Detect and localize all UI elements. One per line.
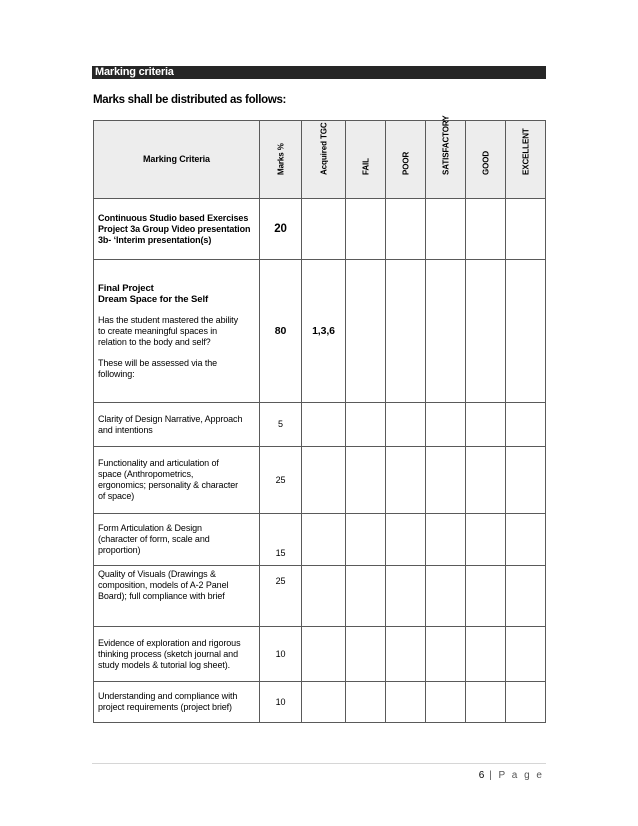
header-excellent	[506, 121, 546, 199]
grade-cell	[426, 627, 466, 682]
grade-cell	[346, 566, 386, 627]
grade-cell	[466, 682, 506, 723]
header-good	[466, 121, 506, 199]
criteria-line: Form Articulation & Design	[98, 523, 202, 533]
page-number: 6	[478, 770, 485, 781]
criteria-cell	[94, 199, 260, 260]
grade-cell	[386, 514, 426, 566]
criteria-cell	[94, 627, 260, 682]
footer-divider	[92, 763, 546, 764]
criteria-line: Understanding and compliance with	[98, 691, 238, 701]
criteria-cell	[94, 566, 260, 627]
grade-cell	[346, 682, 386, 723]
criteria-line: space (Anthropometrics,	[98, 469, 194, 479]
header-marking-criteria: Marking Criteria	[94, 121, 260, 199]
grade-cell	[466, 566, 506, 627]
grade-cell	[346, 627, 386, 682]
marks-cell: 15	[260, 514, 302, 566]
page-footer	[479, 770, 544, 781]
header-acquired-tgc	[302, 121, 346, 199]
marks-cell: 80	[260, 260, 302, 403]
intro-text: Marks shall be distributed as follows:	[93, 94, 287, 106]
grade-cell	[346, 514, 386, 566]
criteria-line: Has the student mastered the ability	[98, 314, 238, 325]
marks-cell: 10	[260, 682, 302, 723]
table-row	[94, 682, 546, 723]
criteria-line: Board); full compliance with brief	[98, 591, 225, 601]
page-separator: |	[489, 770, 494, 781]
marks-cell: 20	[260, 199, 302, 260]
tgc-cell	[302, 199, 346, 260]
grade-cell	[426, 514, 466, 566]
criteria-line: (character of form, scale and	[98, 534, 210, 544]
table-row	[94, 566, 546, 627]
criteria-line: These will be assessed via the	[98, 357, 218, 368]
grade-cell	[466, 627, 506, 682]
grade-cell	[506, 514, 546, 566]
criteria-line: and intentions	[98, 424, 153, 435]
marking-criteria-table	[93, 115, 546, 723]
criteria-line: composition, models of A-2 Panel	[98, 580, 229, 590]
header-good-label: GOOD	[481, 150, 490, 175]
criteria-line: Continuous Studio based Exercises	[98, 212, 249, 223]
criteria-cell	[94, 403, 260, 447]
criteria-line: Project 3a Group Video presentation	[98, 223, 251, 234]
grade-cell	[386, 199, 426, 260]
criteria-line: Evidence of exploration and rigorous	[98, 637, 241, 648]
grade-cell	[346, 260, 386, 403]
table-row	[94, 260, 546, 403]
grade-cell	[466, 199, 506, 260]
header-poor-label: POOR	[401, 151, 410, 175]
table-row	[94, 447, 546, 514]
marks-cell: 25	[260, 447, 302, 514]
criteria-line: relation to the body and self?	[98, 336, 211, 347]
grade-cell	[426, 447, 466, 514]
grade-cell	[466, 403, 506, 447]
grade-cell	[346, 199, 386, 260]
page-label: P a g e	[498, 770, 544, 781]
grade-cell	[426, 260, 466, 403]
project-title: Final Project	[98, 282, 154, 294]
criteria-line: Quality of Visuals (Drawings &	[98, 569, 216, 579]
tgc-cell	[302, 627, 346, 682]
criteria-line: of space)	[98, 491, 135, 501]
table-row	[94, 514, 546, 566]
header-satisfactory-label: SATISFACTORY	[441, 115, 450, 175]
header-acquired-tgc-label: Acquired TGC	[319, 122, 328, 175]
grade-cell	[426, 403, 466, 447]
table-row	[94, 403, 546, 447]
grade-cell	[506, 682, 546, 723]
tgc-cell	[302, 447, 346, 514]
criteria-line: study models & tutorial log sheet).	[98, 659, 231, 670]
grade-cell	[346, 403, 386, 447]
table-row	[94, 199, 546, 260]
grade-cell	[386, 260, 426, 403]
criteria-line: Functionality and articulation of	[98, 458, 219, 468]
header-excellent-label: EXCELLENT	[521, 128, 530, 175]
header-satisfactory	[426, 115, 466, 199]
criteria-line: following:	[98, 368, 135, 379]
marks-cell: 25	[260, 566, 302, 627]
grade-cell	[426, 566, 466, 627]
grade-cell	[506, 447, 546, 514]
grade-cell	[426, 682, 466, 723]
criteria-line: ergonomics; personality & character	[98, 480, 239, 490]
project-subtitle: Dream Space for the Self	[98, 293, 209, 305]
criteria-cell	[94, 514, 260, 566]
header-fail	[346, 121, 386, 199]
grade-cell	[386, 682, 426, 723]
grade-cell	[506, 260, 546, 403]
header-fail-label: FAIL	[361, 158, 370, 175]
tgc-cell	[302, 403, 346, 447]
marks-cell: 5	[260, 403, 302, 447]
tgc-cell	[302, 566, 346, 627]
grade-cell	[386, 403, 426, 447]
tgc-cell: 1,3,6	[302, 260, 346, 403]
section-header-bar	[92, 66, 546, 79]
grade-cell	[466, 514, 506, 566]
grade-cell	[506, 566, 546, 627]
grade-cell	[386, 447, 426, 514]
table-header-row	[94, 121, 546, 199]
header-marks-label: Marks %	[276, 143, 285, 175]
grade-cell	[426, 199, 466, 260]
criteria-line: project requirements (project brief)	[98, 702, 232, 712]
grade-cell	[506, 199, 546, 260]
marks-cell: 10	[260, 627, 302, 682]
grade-cell	[386, 566, 426, 627]
criteria-line: to create meaningful spaces in	[98, 325, 218, 336]
criteria-line: proportion)	[98, 545, 141, 555]
grade-cell	[386, 627, 426, 682]
section-title: Marking criteria	[95, 66, 174, 78]
grade-cell	[346, 447, 386, 514]
criteria-cell	[94, 682, 260, 723]
tgc-cell	[302, 682, 346, 723]
grade-cell	[466, 260, 506, 403]
grade-cell	[466, 447, 506, 514]
grade-cell	[506, 403, 546, 447]
tgc-cell	[302, 514, 346, 566]
criteria-line: 3b- ‘Interim presentation(s)	[98, 234, 212, 245]
criteria-cell	[94, 260, 260, 403]
criteria-cell	[94, 447, 260, 514]
criteria-line: Clarity of Design Narrative, Approach	[98, 413, 243, 424]
grade-cell	[506, 627, 546, 682]
header-marks	[260, 121, 302, 199]
header-poor	[386, 121, 426, 199]
criteria-line: thinking process (sketch journal and	[98, 648, 238, 659]
table-row	[94, 627, 546, 682]
